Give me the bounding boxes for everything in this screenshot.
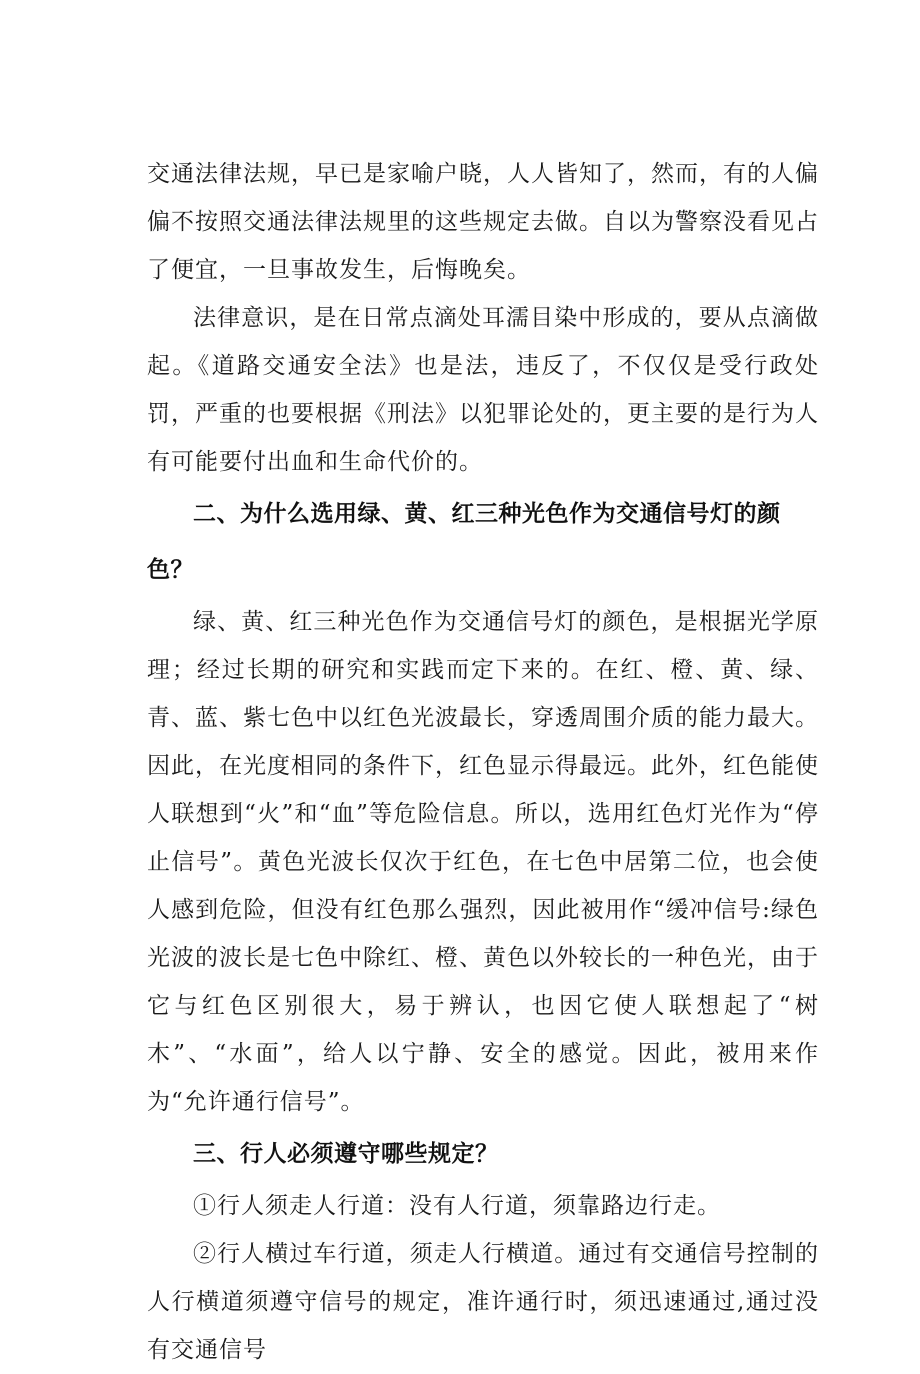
paragraph-pedestrian-rule-2: ②行人横过车行道，须走人行横道。通过有交通信号控制的人行横道须遵守信号的规定，准许通行时，须迅速通过,通过没有交通信号 bbox=[147, 1241, 819, 1363]
paragraph-signal-colors-explanation: 绿、黄、红三种光色作为交通信号灯的颜色，是根据光学原理；经过长期的研究和实践而定下来的。在红、橙、黄、绿、青、蓝、紫七色中以红色光波最长，穿透周围介质的能力最大。因此，在光度相同的条件下，红色显示得最远。此外，红色能使人联想到“火”和“血”等危险信息。所以，选用红色灯光作为“停止信号”。黄色光波长仅次于红色，在七色中居第二位，也会使人感到危险，但没有红色那么强烈，因此被用作“缓冲信号:绿色光波的波长是七色中除红、橙、黄色以外较长的一种色光，由于它与红色区别很大，易于辨认，也因它使人联想起了“树木”、“水面”，给人以宁静、安全的感觉。因此，被用来作为“允许通行信号”。 bbox=[147, 609, 819, 1115]
paragraph-traffic-law-awareness: 交通法律法规，早已是家喻户晓，人人皆知了，然而，有的人偏偏不按照交通法律法规里的这些规定去做。自以为警察没看见占了便宜，一旦事故发生，后悔晚矣。 bbox=[147, 161, 819, 283]
document-body bbox=[147, 150, 819, 1374]
paragraph-legal-consciousness: 法律意识，是在日常点滴处耳濡目染中形成的，要从点滴做起。《道路交通安全法》也是法，违反了，不仅仅是受行政处罚，严重的也要根据《刑法》以犯罪论处的，更主要的是行为人有可能要付出血和生命代价的。 bbox=[147, 305, 819, 475]
section-heading-pedestrian-rules: 三、行人必须遵守哪些规定？ bbox=[193, 1141, 499, 1167]
paragraph-pedestrian-rule-1: ①行人须走人行道：没有人行道，须靠路边行走。 bbox=[193, 1193, 721, 1219]
section-heading-signal-colors: 二、为什么选用绿、黄、红三种光色作为交通信号灯的颜色？ bbox=[147, 501, 781, 583]
